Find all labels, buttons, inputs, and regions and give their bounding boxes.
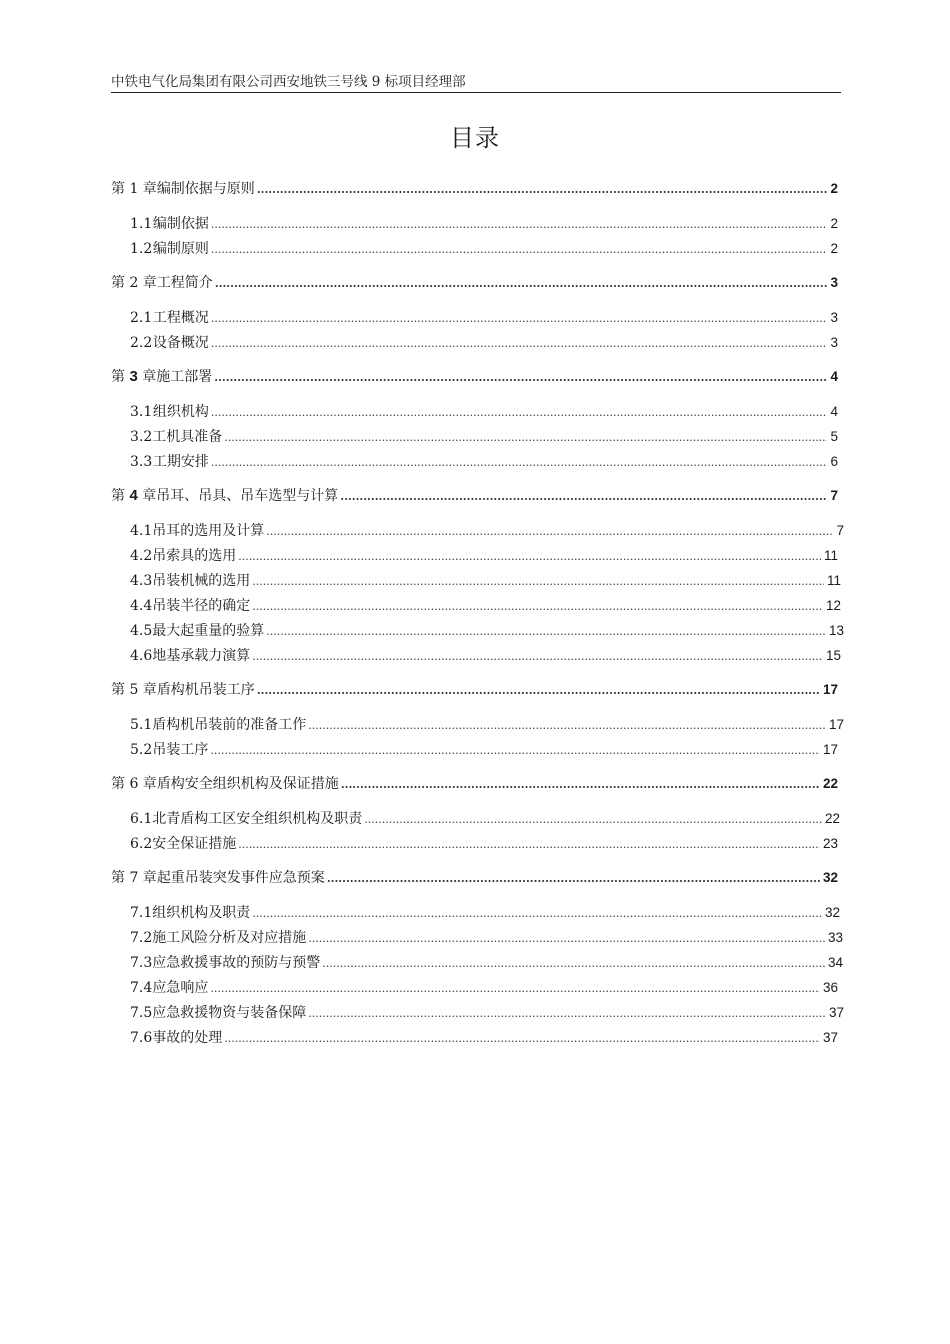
toc-section-row[interactable] [111,977,838,997]
toc-section-row[interactable] [111,545,838,565]
toc-number: 1.1 [130,216,153,232]
toc-number: 7.3 [130,955,153,971]
toc-number: 第 6 章 [111,776,157,792]
toc-label: 吊耳的选用及计算 [152,523,265,539]
dot-leader [308,720,826,731]
toc-section-row[interactable] [111,520,844,540]
toc-chapter-row[interactable] [111,366,838,386]
toc-label: 吊索具的选用 [152,548,237,564]
toc-page-number: 6 [830,454,838,469]
toc-chapter-row[interactable] [111,178,838,198]
toc-number: 7.5 [130,1005,153,1021]
toc-label: 施工部署 [156,369,213,385]
toc-page-number: 37 [822,1030,838,1045]
toc-number: 4.1 [130,523,153,539]
toc-page-number: 3 [830,335,838,350]
dot-leader [340,491,827,502]
toc-page-number: 15 [825,648,841,663]
toc-page-number: 2 [830,216,838,231]
toc-label: 应急响应 [152,980,209,996]
toc-section-row[interactable] [111,570,841,590]
toc-section-row[interactable] [111,401,838,421]
toc-section-row[interactable] [111,808,840,828]
dot-leader [211,313,828,324]
toc-page-number: 33 [827,930,843,945]
dot-leader [252,576,824,587]
toc-page-number: 7 [836,523,844,538]
toc-page-number: 23 [822,836,838,851]
toc-label: 施工风险分析及对应措施 [152,930,307,946]
header-text: 中铁电气化局集团有限公司西安地铁三号线 9 标项目经理部 [111,74,466,90]
dot-leader [308,1008,826,1019]
toc-page-number: 13 [828,623,844,638]
toc-number: 4.3 [130,573,153,589]
dot-leader [211,457,828,468]
toc-number: 4.5 [130,623,153,639]
toc-number-suffix: 章 [137,488,157,504]
toc-label: 盾构安全组织机构及保证措施 [156,776,339,792]
toc-page-number: 5 [830,429,838,444]
page-title: 目录 [450,124,500,152]
toc-label: 组织机构 [152,404,209,420]
toc-page-number: 22 [824,811,840,826]
dot-leader [211,338,828,349]
dot-leader [266,526,833,537]
dot-leader [210,745,820,756]
toc-section-row[interactable] [111,1002,844,1022]
dot-leader [211,219,828,230]
dot-leader [211,244,828,255]
toc-page-number: 3 [830,275,838,290]
toc-page-number: 17 [822,682,838,697]
toc-page-number: 32 [824,905,840,920]
toc-label: 盾构机吊装工序 [156,682,255,698]
toc-section-row[interactable] [111,307,838,327]
dot-leader [257,685,820,696]
toc-number: 5.1 [130,717,153,733]
toc-number: 5.2 [130,742,153,758]
toc-page-number: 36 [822,980,838,995]
toc-chapter-row[interactable] [111,773,838,793]
toc-section-row[interactable] [111,645,841,665]
toc-section-row[interactable] [111,595,841,615]
toc-label: 设备概况 [152,335,209,351]
dot-leader [214,372,827,383]
toc-page-number: 4 [830,369,838,384]
toc-chapter-row[interactable] [111,485,838,505]
dot-leader [238,839,820,850]
dot-leader [211,407,828,418]
dot-leader [364,814,822,825]
toc-section-row[interactable] [111,426,838,446]
toc-number: 第 5 章 [111,682,157,698]
toc-number: 7.2 [130,930,153,946]
toc-page-number: 3 [830,310,838,325]
toc-label: 安全保证措施 [152,836,237,852]
dot-leader [238,551,821,562]
toc-number: 2.1 [130,310,153,326]
toc-page-number: 12 [825,598,841,613]
toc-label: 工期安排 [152,454,209,470]
toc-page-number: 32 [822,870,838,885]
toc-label: 起重吊装突发事件应急预案 [156,870,325,886]
dot-leader [341,779,820,790]
dot-leader [257,184,828,195]
toc-chapter-row[interactable] [111,272,838,292]
toc-label: 编制依据与原则 [156,181,255,197]
toc-number: 第 1 章 [111,181,157,197]
toc-number: 1.2 [130,241,153,257]
toc-number: 6.1 [130,811,153,827]
toc-number: 4.6 [130,648,153,664]
toc-label: 工程概况 [152,310,209,326]
toc-number-bold: 4 [129,487,138,504]
toc-section-row[interactable] [111,332,838,352]
toc-number-prefix: 第 [111,369,130,385]
toc-label: 组织机构及职责 [152,905,251,921]
toc-section-row[interactable] [111,927,843,947]
toc-number: 3.2 [130,429,153,445]
toc-number: 4.2 [130,548,153,564]
dot-leader [308,933,825,944]
toc-label: 工程简介 [156,275,213,291]
toc-section-row[interactable] [111,902,840,922]
dot-leader [224,1033,820,1044]
toc-page-number: 7 [830,488,838,503]
toc-page-number: 11 [823,548,838,563]
toc-section-row[interactable] [111,213,838,233]
toc-label: 盾构机吊装前的准备工作 [152,717,307,733]
toc-page-number: 2 [830,241,838,256]
toc-label: 北青盾构工区安全组织机构及职责 [152,811,363,827]
toc-number: 3.1 [130,404,153,420]
toc-number: 7.6 [130,1030,153,1046]
toc-label: 事故的处理 [152,1030,223,1046]
toc-chapter-row[interactable] [111,867,838,887]
toc-section-row[interactable] [111,451,838,471]
toc-label: 编制原则 [152,241,209,257]
toc-number: 2.2 [130,335,153,351]
toc-page-number: 34 [827,955,843,970]
toc-number: 第 7 章 [111,870,157,886]
dot-leader [327,873,820,884]
toc-page-number: 22 [822,776,838,791]
toc-number: 第 2 章 [111,275,157,291]
toc-number: 7.4 [130,980,153,996]
dot-leader [215,278,828,289]
dot-leader [252,651,823,662]
toc-section-row[interactable] [111,1027,838,1047]
toc-label: 应急救援事故的预防与预警 [152,955,321,971]
toc-label: 编制依据 [152,216,209,232]
dot-leader [252,601,823,612]
toc-page-number: 37 [828,1005,844,1020]
toc-number [111,366,156,386]
toc-label: 吊耳、吊具、吊车选型与计算 [156,488,339,504]
toc-section-row[interactable] [111,739,838,759]
toc-label: 吊装机械的选用 [152,573,251,589]
toc-number: 3.3 [130,454,153,470]
toc-page-number: 17 [822,742,838,757]
toc-label: 吊装半径的确定 [152,598,251,614]
dot-leader [224,432,827,443]
dot-leader [252,908,822,919]
toc-number [111,485,156,505]
toc-section-row[interactable] [111,620,844,640]
toc-section-row[interactable] [111,238,838,258]
toc-section-row[interactable] [111,952,843,972]
toc-label: 吊装工序 [152,742,209,758]
toc-number-bold: 3 [129,368,138,385]
toc-number: 6.2 [130,836,153,852]
toc-label: 地基承载力演算 [152,648,251,664]
toc-section-row[interactable] [111,714,844,734]
toc-section-row[interactable] [111,833,838,853]
toc-number: 7.1 [130,905,153,921]
toc-label: 最大起重量的验算 [152,623,265,639]
toc-number: 4.4 [130,598,153,614]
dot-leader [322,958,825,969]
toc-chapter-row[interactable] [111,679,838,699]
toc-page-number: 4 [830,404,838,419]
toc-page-number: 11 [826,573,841,588]
dot-leader [266,626,826,637]
page-header [111,70,841,93]
toc-label: 工机具准备 [152,429,223,445]
dot-leader [210,983,820,994]
toc-label: 应急救援物资与装备保障 [152,1005,307,1021]
toc-number-prefix: 第 [111,488,130,504]
toc-page-number: 17 [828,717,844,732]
toc-page-number: 2 [830,181,838,196]
toc-number-suffix: 章 [137,369,157,385]
